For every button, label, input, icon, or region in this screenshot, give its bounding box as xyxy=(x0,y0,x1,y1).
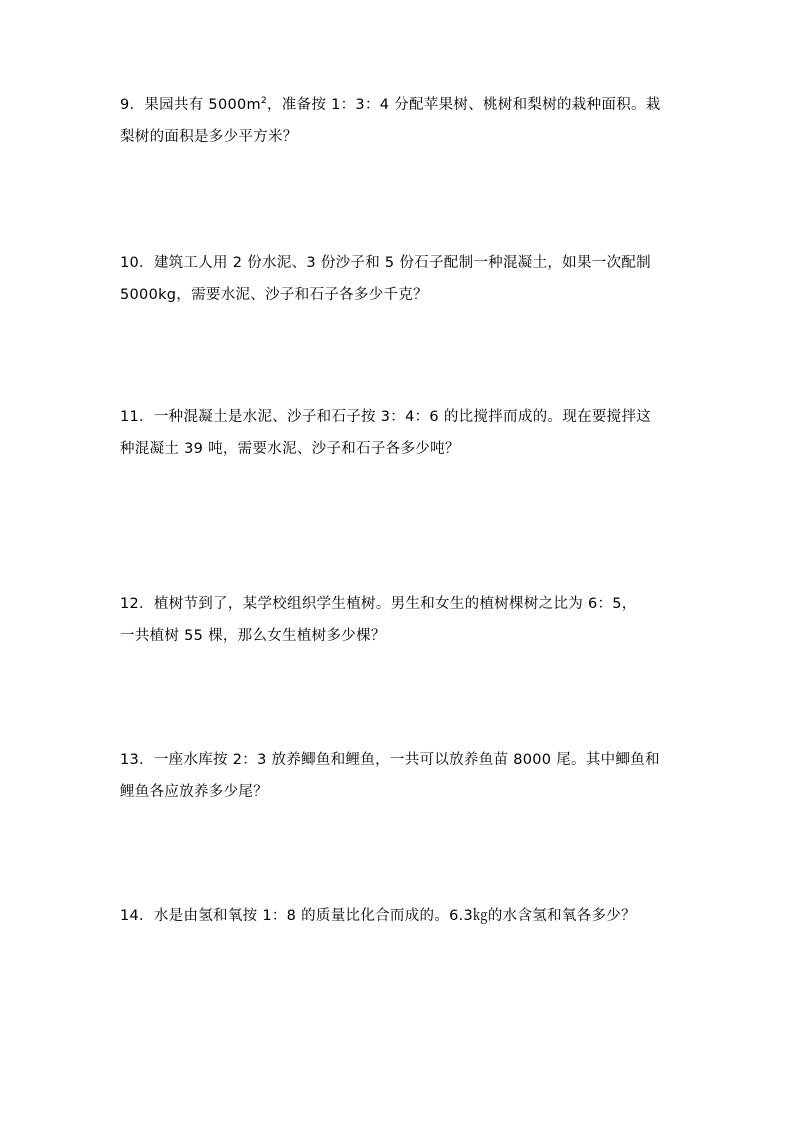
problem-13-line-2: 鲤鱼各应放养多少尾？ xyxy=(120,784,268,800)
problem-9-line-2: 梨树的面积是多少平方米？ xyxy=(120,129,298,145)
problem-11-line-1: 11．一种混凝土是水泥、沙子和石子按 3：4：6 的比搅拌而成的。现在要搅拌这 xyxy=(120,409,652,425)
problem-10-line-1: 10．建筑工人用 2 份水泥、3 份沙子和 5 份石子配制一种混凝土，如果一次配制 xyxy=(120,255,651,271)
problem-9-line-1 xyxy=(120,95,680,115)
problem-14-line-1: 14．水是由氢和氧按 1：8 的质量比化合而成的。6.3㎏的水含氢和氧各多少？ xyxy=(120,908,636,924)
problem-9-text-end: ，准备按 1：3：4 分配苹果树、桃树和梨树的栽种面积。栽 xyxy=(267,97,661,113)
problem-11-line-2: 种混凝土 39 吨，需要水泥、沙子和石子各多少吨？ xyxy=(120,441,460,457)
problem-12 xyxy=(120,594,680,646)
problem-9-superscript: 2 xyxy=(260,96,267,106)
problem-9-text-start: 9．果园共有 5000m xyxy=(120,97,261,113)
problem-13-line-1: 13．一座水库按 2：3 放养鲫鱼和鲤鱼，一共可以放养鱼苗 8000 尾。其中鲫鱼和 xyxy=(120,752,660,768)
problem-11 xyxy=(120,407,680,459)
problem-14 xyxy=(120,906,680,926)
problem-9 xyxy=(120,95,680,147)
problem-10-line-2: 5000kg，需要水泥、沙子和石子各多少千克？ xyxy=(120,287,428,303)
problem-12-line-1: 12．植树节到了，某学校组织学生植树。男生和女生的植树棵树之比为 6：5， xyxy=(120,596,637,612)
problem-13 xyxy=(120,750,680,802)
problem-12-line-2: 一共植树 55 棵，那么女生植树多少棵？ xyxy=(120,628,386,644)
problem-10 xyxy=(120,253,680,305)
